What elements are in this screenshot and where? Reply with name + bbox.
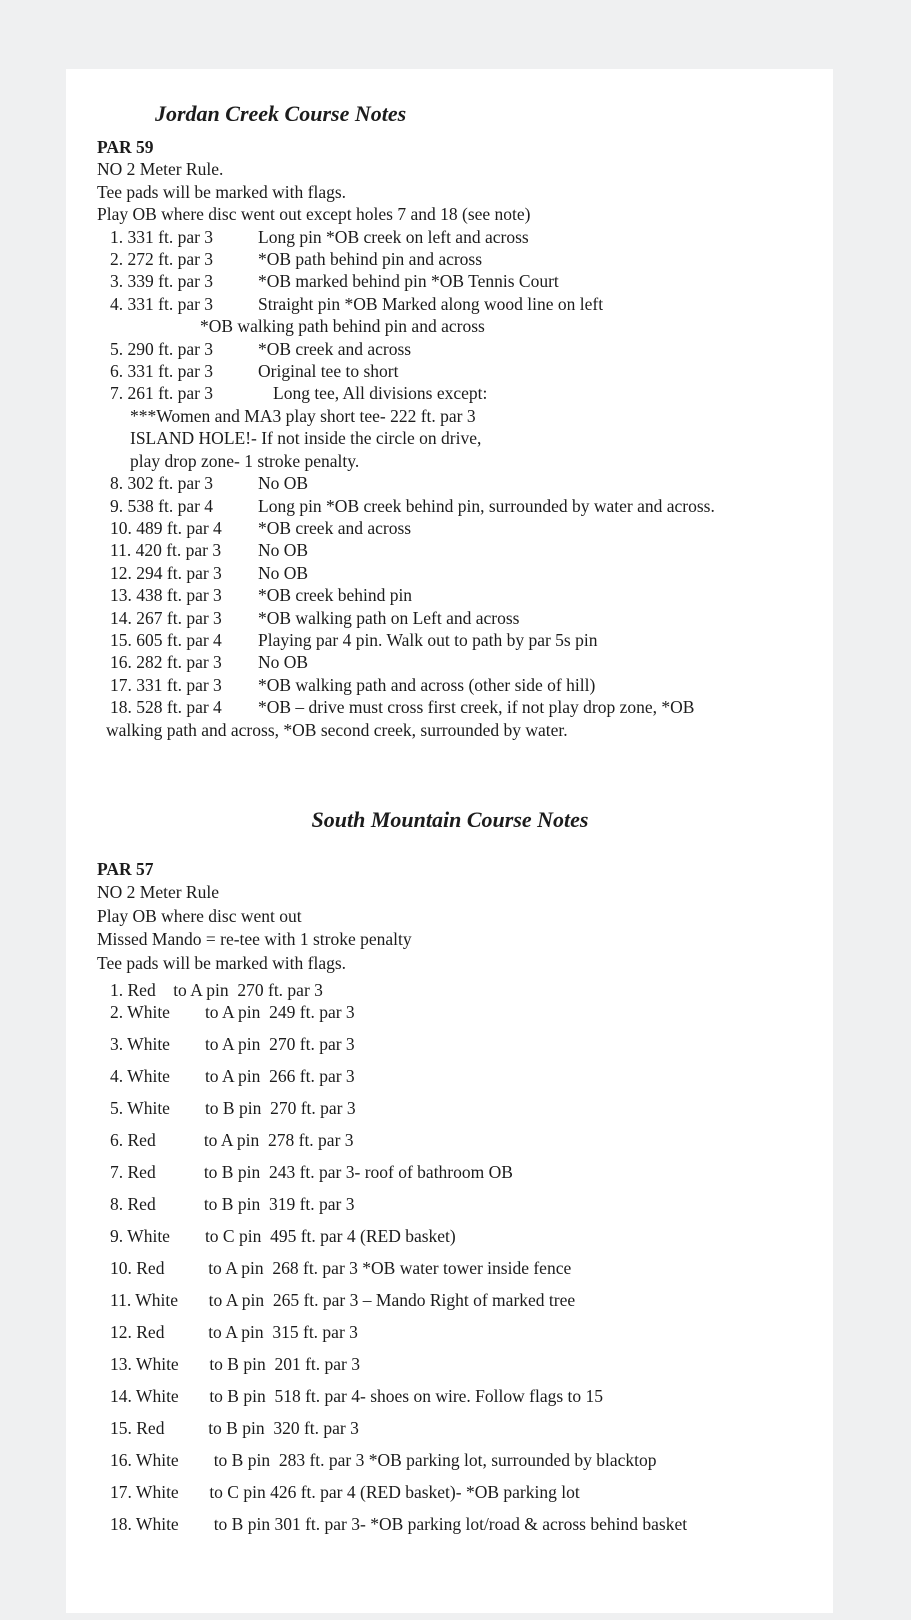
course-rule-line: Missed Mando = re-tee with 1 stroke penalty xyxy=(97,929,412,950)
hole-line xyxy=(97,696,803,718)
hole-line xyxy=(97,584,803,606)
hole-line: 9. White to C pin 495 ft. par 4 (RED basket) xyxy=(110,1226,456,1247)
hole-line xyxy=(97,517,803,539)
hole-line xyxy=(97,405,803,427)
hole-line: 12. Red to A pin 315 ft. par 3 xyxy=(110,1322,358,1343)
course-rule-line: NO 2 Meter Rule xyxy=(97,882,219,903)
hole-distance: 2. 272 ft. par 3 xyxy=(110,249,214,270)
hole-note: Long pin *OB creek behind pin, surrounded by water and across. xyxy=(258,495,715,516)
hole-line xyxy=(97,427,803,449)
hole-note: *OB path behind pin and across xyxy=(258,249,483,270)
hole-note: Playing par 4 pin. Walk out to path by par 5s pin xyxy=(258,629,598,650)
hole-distance: 11. 420 ft. par 3 xyxy=(110,540,222,561)
course-rule-line: PAR 59 xyxy=(97,137,154,157)
hole-line: 11. White to A pin 265 ft. par 3 – Mando Right of marked tree xyxy=(110,1290,576,1311)
course-rule-line: PAR 57 xyxy=(97,858,154,879)
hole-line xyxy=(97,719,803,741)
hole-line xyxy=(97,338,803,360)
hole-distance: 12. 294 ft. par 3 xyxy=(110,562,222,583)
hole-distance: 9. 538 ft. par 4 xyxy=(110,495,214,516)
hole-line xyxy=(97,539,803,561)
hole-line: 4. White to A pin 266 ft. par 3 xyxy=(110,1066,355,1087)
hole-line: 5. White to B pin 270 ft. par 3 xyxy=(110,1098,356,1119)
south-course-title: South Mountain Course Notes xyxy=(311,806,589,832)
hole-line: 14. White to B pin 518 ft. par 4- shoes on wire. Follow flags to 15 xyxy=(110,1386,604,1407)
hole-distance: 16. 282 ft. par 3 xyxy=(110,652,222,673)
hole-line xyxy=(97,270,803,292)
hole-line: 17. White to C pin 426 ft. par 4 (RED basket)- *OB parking lot xyxy=(110,1482,580,1503)
south-course-rules xyxy=(97,858,803,976)
hole-note: ***Women and MA3 play short tee- 222 ft. par 3 xyxy=(130,405,476,426)
hole-line xyxy=(97,607,803,629)
hole-line: 13. White to B pin 201 ft. par 3 xyxy=(110,1354,360,1375)
hole-note: Straight pin *OB Marked along wood line on left xyxy=(258,293,604,314)
hole-note: *OB walking path on Left and across xyxy=(258,607,520,628)
hole-line xyxy=(97,382,803,404)
hole-line: 2. White to A pin 249 ft. par 3 xyxy=(110,1002,355,1023)
hole-note: No OB xyxy=(258,562,309,583)
hole-note: *OB walking path behind pin and across xyxy=(200,316,485,337)
hole-note: *OB creek behind pin xyxy=(258,585,413,606)
hole-line xyxy=(97,360,803,382)
document-content xyxy=(66,69,833,1535)
hole-line: 3. White to A pin 270 ft. par 3 xyxy=(110,1034,355,1055)
course-rule-line: NO 2 Meter Rule. xyxy=(97,159,224,180)
hole-note: No OB xyxy=(258,473,309,494)
hole-distance: 1. 331 ft. par 3 xyxy=(110,226,214,247)
south-hole-list xyxy=(97,979,803,1535)
hole-distance: 18. 528 ft. par 4 xyxy=(110,697,222,718)
jordan-hole-list xyxy=(97,226,803,741)
hole-note: No OB xyxy=(258,652,309,673)
hole-distance: 6. 331 ft. par 3 xyxy=(110,361,214,382)
hole-note: Long pin *OB creek on left and across xyxy=(258,226,529,247)
hole-note: *OB marked behind pin *OB Tennis Court xyxy=(258,271,559,292)
hole-distance: 17. 331 ft. par 3 xyxy=(110,674,222,695)
south-section xyxy=(97,807,803,1536)
hole-distance: 7. 261 ft. par 3 xyxy=(110,383,214,404)
hole-note: No OB xyxy=(258,540,309,561)
hole-note: walking path and across, *OB second creek, surrounded by water. xyxy=(106,719,568,740)
course-rule-line: Tee pads will be marked with flags. xyxy=(97,181,347,202)
hole-line xyxy=(97,226,803,248)
course-rule-line: Tee pads will be marked with flags. xyxy=(97,952,347,973)
course-rule-line: Play OB where disc went out xyxy=(97,905,302,926)
hole-line xyxy=(97,562,803,584)
hole-note: ISLAND HOLE!- If not inside the circle on drive, xyxy=(130,428,482,449)
hole-line xyxy=(97,651,803,673)
hole-line xyxy=(97,450,803,472)
document-page xyxy=(66,69,833,1613)
hole-line: 18. White to B pin 301 ft. par 3- *OB parking lot/road & across behind basket xyxy=(110,1514,688,1535)
hole-distance: 3. 339 ft. par 3 xyxy=(110,271,214,292)
jordan-section xyxy=(97,101,803,741)
hole-line xyxy=(97,674,803,696)
hole-line xyxy=(97,629,803,651)
hole-distance: 10. 489 ft. par 4 xyxy=(110,517,222,538)
hole-line: 15. Red to B pin 320 ft. par 3 xyxy=(110,1418,359,1439)
jordan-course-rules xyxy=(97,136,803,226)
hole-distance: 4. 331 ft. par 3 xyxy=(110,293,214,314)
hole-note: play drop zone- 1 stroke penalty. xyxy=(130,450,360,471)
hole-line xyxy=(97,495,803,517)
hole-distance: 5. 290 ft. par 3 xyxy=(110,338,214,359)
hole-line: 16. White to B pin 283 ft. par 3 *OB parking lot, surrounded by blacktop xyxy=(110,1450,657,1471)
hole-note: *OB walking path and across (other side of hill) xyxy=(258,674,596,695)
hole-distance: 13. 438 ft. par 3 xyxy=(110,585,222,606)
hole-note: *OB creek and across xyxy=(258,338,412,359)
hole-note: Long tee, All divisions except: xyxy=(273,383,488,404)
hole-line xyxy=(97,472,803,494)
hole-line xyxy=(97,248,803,270)
hole-line: 10. Red to A pin 268 ft. par 3 *OB water tower inside fence xyxy=(110,1258,572,1279)
hole-note: Original tee to short xyxy=(258,361,399,382)
hole-note: *OB creek and across xyxy=(258,517,412,538)
hole-line: 8. Red to B pin 319 ft. par 3 xyxy=(110,1194,355,1215)
hole-distance: 15. 605 ft. par 4 xyxy=(110,629,222,650)
hole-distance: 14. 267 ft. par 3 xyxy=(110,607,222,628)
hole-line xyxy=(97,293,803,315)
course-rule-line: Play OB where disc went out except holes 7 and 18 (see note) xyxy=(97,204,531,225)
jordan-course-title: Jordan Creek Course Notes xyxy=(155,101,407,126)
hole-line: 1. Red to A pin 270 ft. par 3 xyxy=(110,980,323,1001)
hole-note: *OB – drive must cross first creek, if not play drop zone, *OB xyxy=(258,697,695,718)
hole-line xyxy=(97,315,803,337)
hole-line: 6. Red to A pin 278 ft. par 3 xyxy=(110,1130,354,1151)
hole-line: 7. Red to B pin 243 ft. par 3- roof of bathroom OB xyxy=(110,1162,513,1183)
hole-distance: 8. 302 ft. par 3 xyxy=(110,473,214,494)
